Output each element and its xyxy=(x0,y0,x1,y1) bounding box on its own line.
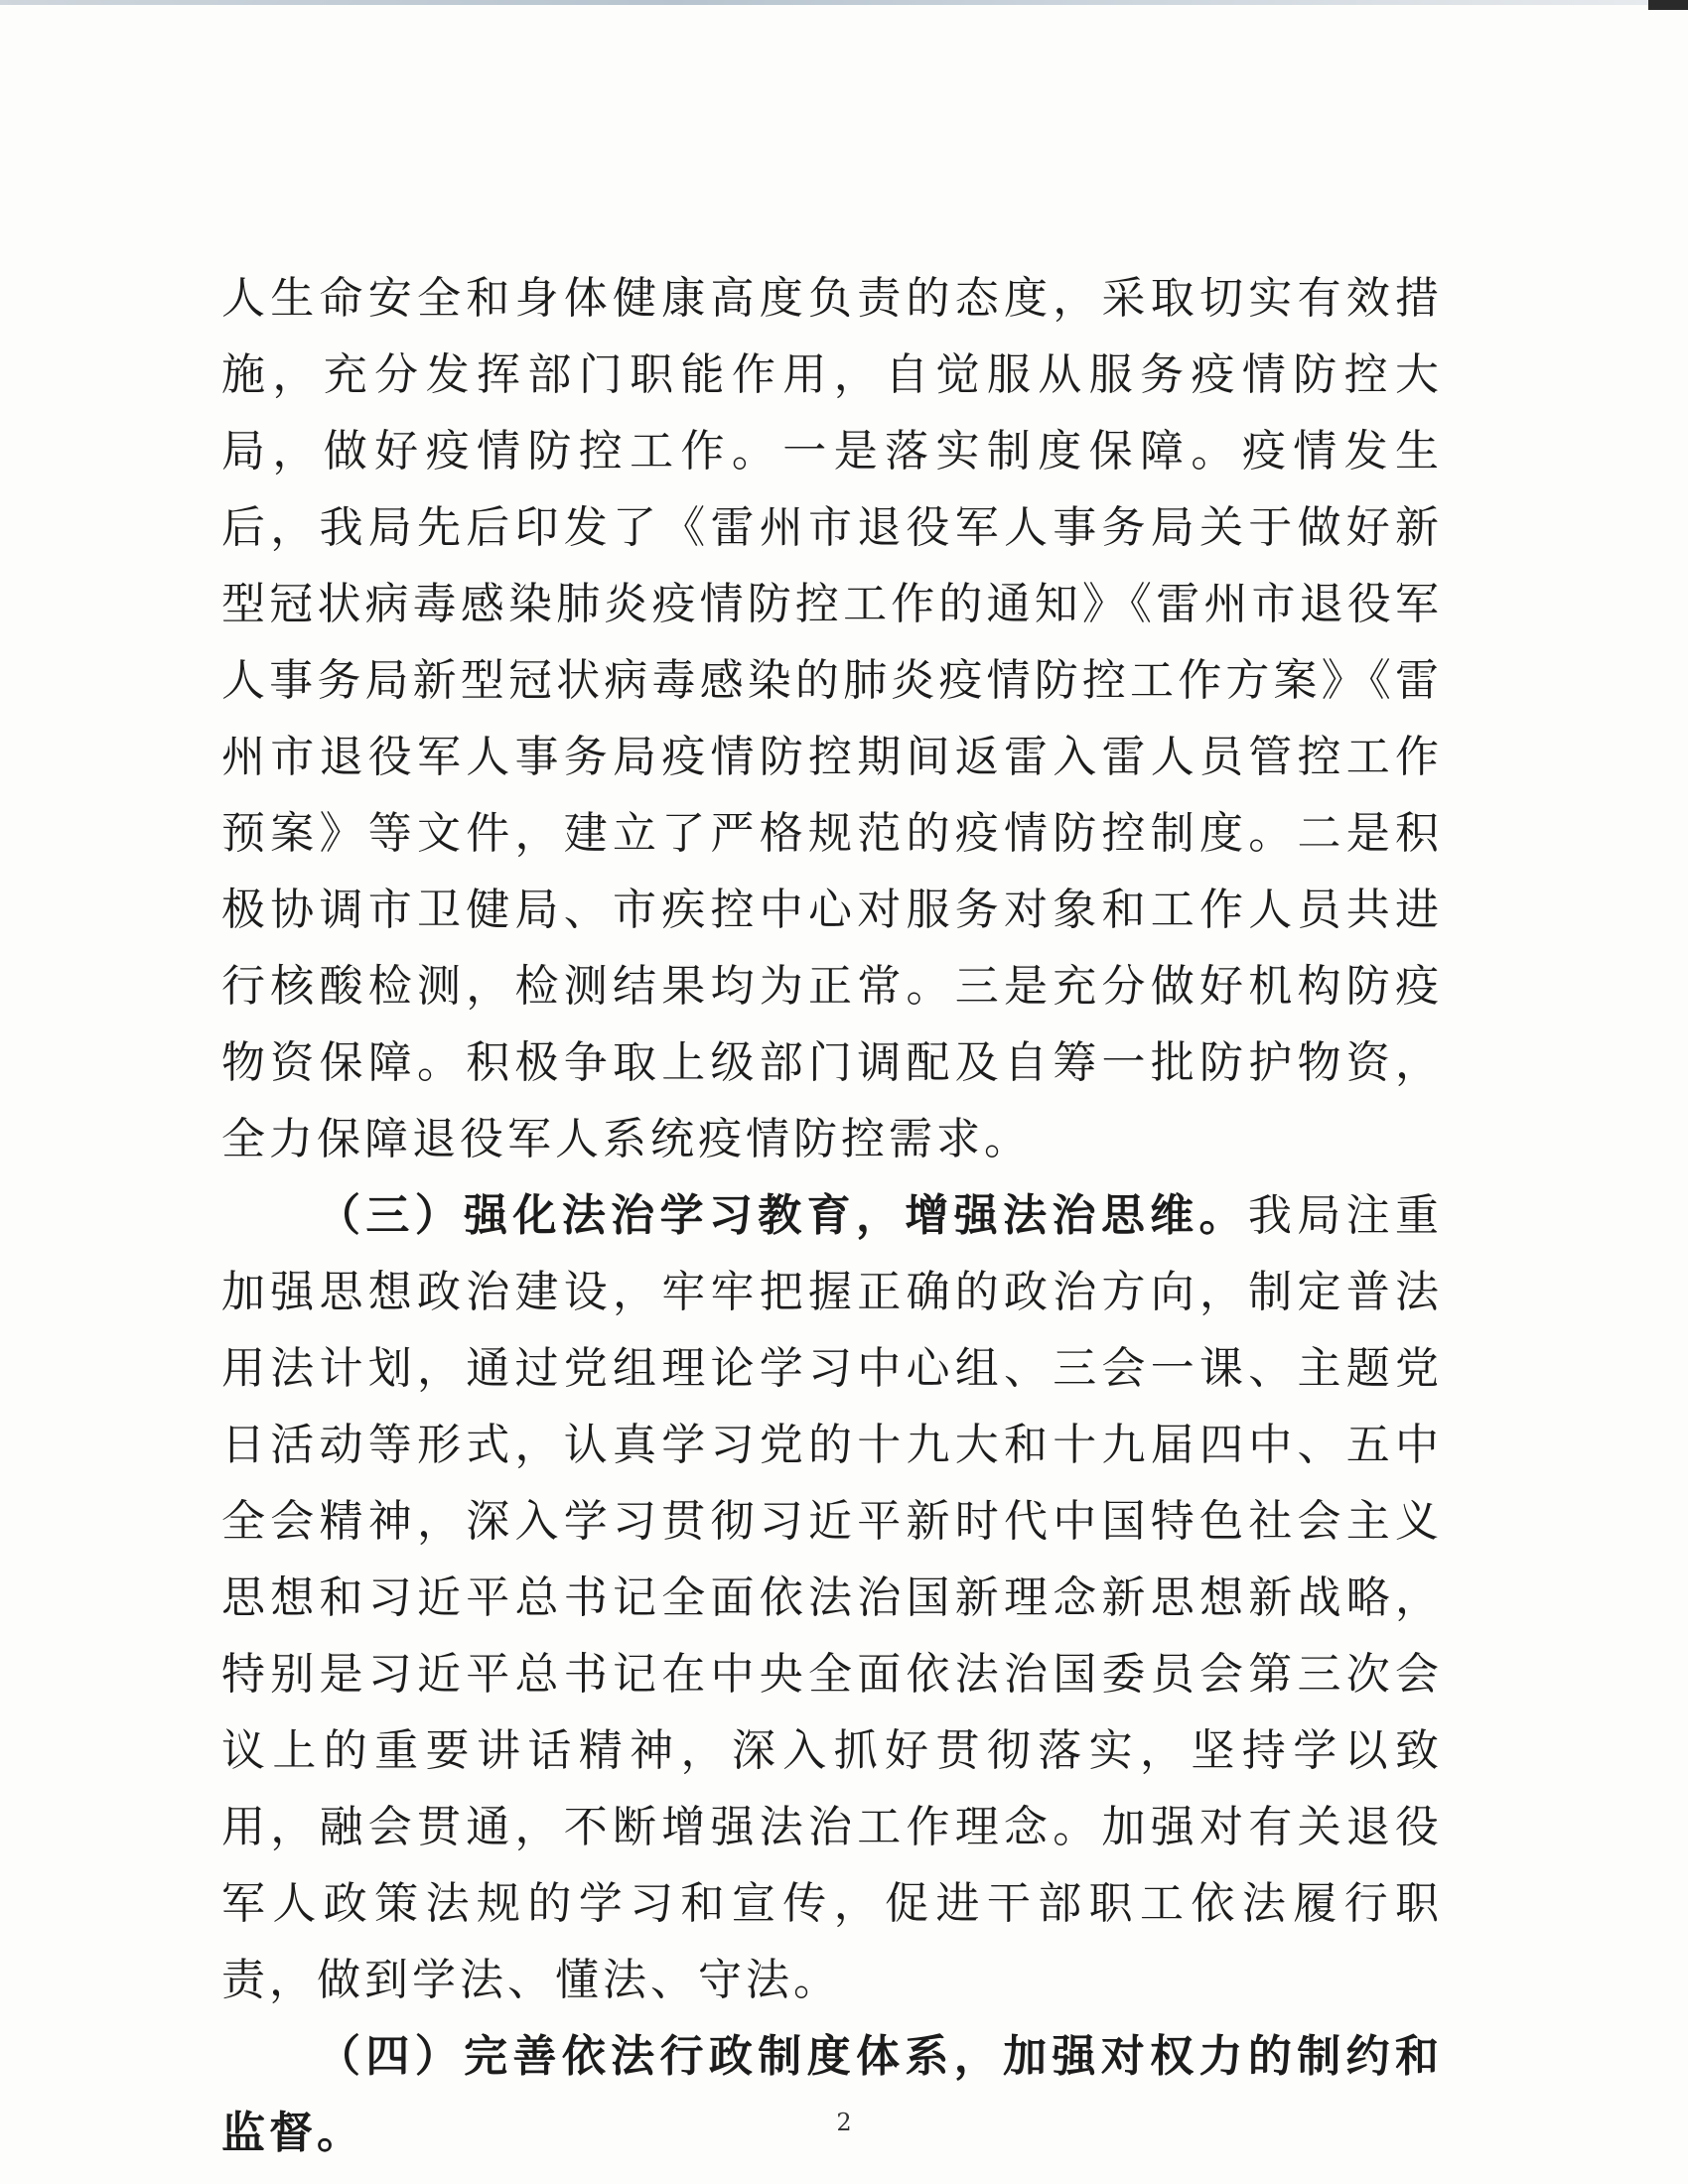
section-heading-3: （三）强化法治学习教育，增强法治思维。 xyxy=(317,1190,1248,1241)
paragraph-text: 我局注重加强思想政治建设，牢牢把握正确的政治方向，制定普法用法计划，通过党组理论学习中心组、三会一课、主题党日活动等形式，认真学习党的十九大和十九届四中、五中全会精神，深入学习贯彻习近平新时代中国特色社会主义思想和习近平总书记全面依法治国新理念新思想新战略，特别是习近平总书记在中央全面依法治国委员会第三次会议上的重要讲话精神，深入抓好贯彻落实，坚持学以致用，融会贯通，不断增强法治工作理念。加强对有关退役军人政策法规的学习和宣传，促进干部职工依法履行职责，做到学法、懂法、守法。 xyxy=(221,1190,1444,2005)
paragraph-rule-of-law-study xyxy=(221,1177,1443,2018)
paragraph-administrative-system xyxy=(221,2018,1443,2171)
page-number: 2 xyxy=(836,2109,852,2136)
paragraph-epidemic-control xyxy=(221,260,1443,1177)
scan-top-edge xyxy=(0,0,1688,5)
document-body xyxy=(221,260,1443,2171)
section-heading-4: （四）完善依法行政制度体系，加强对权力的制约和监督。 xyxy=(221,2031,1443,2158)
scan-corner-mark xyxy=(1648,0,1688,10)
paragraph-text: 人生命安全和身体健康高度负责的态度，采取切实有效措施，充分发挥部门职能作用，自觉服从服务疫情防控大局，做好疫情防控工作。一是落实制度保障。疫情发生后，我局先后印发了《雷州市退役军人事务局关于做好新型冠状病毒感染肺炎疫情防控工作的通知》《雷州市退役军人事务局新型冠状病毒感染的肺炎疫情防控工作方案》《雷州市退役军人事务局疫情防控期间返雷入雷人员管控工作预案》等文件，建立了严格规范的疫情防控制度。二是积极协调市卫健局、市疾控中心对服务对象和工作人员共进行核酸检测，检测结果均为正常。三是充分做好机构防疫物资保障。积极争取上级部门调配及自筹一批防护物资，全力保障退役军人系统疫情防控需求。 xyxy=(221,273,1443,1164)
